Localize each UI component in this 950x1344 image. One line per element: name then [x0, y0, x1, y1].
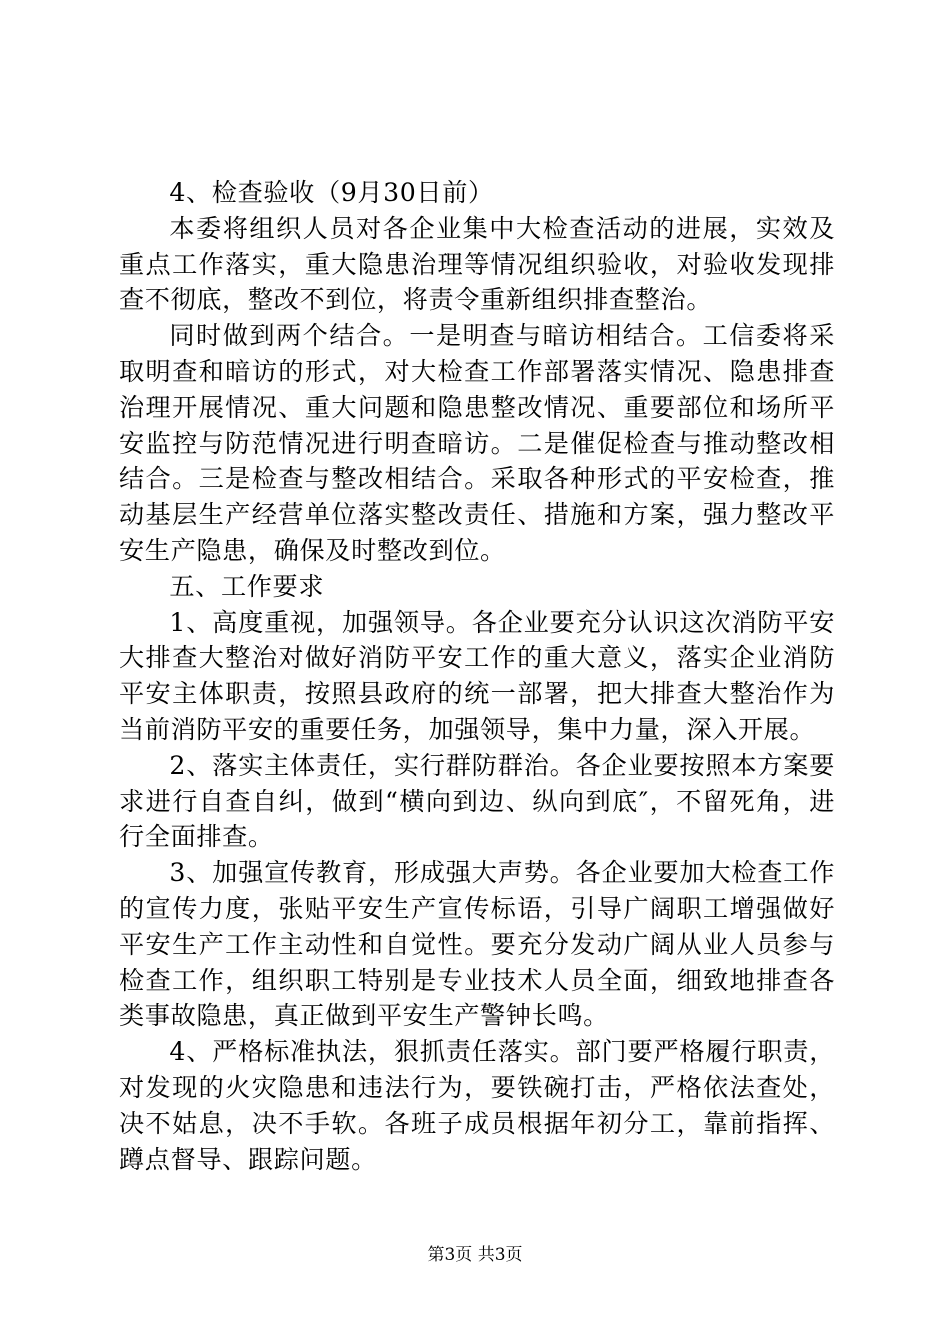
paragraph-requirement-4: 4、严格标准执法，狠抓责任落实。部门要严格履行职责，对发现的火灾隐患和违法行为，要铁碗打击，严格依法查处，决不姑息，决不手软。各班子成员根据年初分工，靠前指挥、蹲点督导、跟踪问题。: [119, 1037, 835, 1174]
document-body: [119, 175, 835, 1177]
paragraph-two-combinations: 同时做到两个结合。一是明查与暗访相结合。工信委将采取明查和暗访的形式，对大检查工作部署落实情况、隐患排查治理开展情况、重大问题和隐患整改情况、重要部位和场所平安监控与防范情况进行明查暗访。二是催促检查与推动整改相结合。三是检查与整改相结合。采取各种形式的平安检查，推动基层生产经营单位落实整改责任、措施和方案，强力整改平安生产隐患，确保及时整改到位。: [119, 321, 835, 565]
page-number-footer: 第3页 共3页: [427, 1245, 523, 1265]
paragraph-requirement-3: 3、加强宣传教育，形成强大声势。各企业要加大检查工作的宣传力度，张贴平安生产宣传标语，引导广阔职工增强做好平安生产工作主动性和自觉性。要充分发动广阔从业人员参与检查工作，组织职工特别是专业技术人员全面，细致地排查各类事故隐患，真正做到平安生产警钟长鸣。: [119, 858, 835, 1031]
paragraph-requirement-2: 2、落实主体责任，实行群防群治。各企业要按照本方案要求进行自查自纠，做到“横向到边、纵向到底″，不留死角，进行全面排查。: [119, 750, 835, 852]
paragraph-acceptance: 本委将组织人员对各企业集中大检查活动的进展，实效及重点工作落实，重大隐患治理等情况组织验收，对验收发现排查不彻底，整改不到位，将责令重新组织排查整治。: [119, 213, 835, 315]
section-heading-inspection: 4、检查验收（9月30日前）: [169, 178, 494, 207]
section-heading-requirements: 五、工作要求: [169, 571, 325, 601]
paragraph-requirement-1: 1、高度重视，加强领导。各企业要充分认识这次消防平安大排查大整治对做好消防平安工作的重大意义，落实企业消防平安主体职责，按照县政府的统一部署，把大排查大整治作为当前消防平安的重要任务，加强领导，集中力量，深入开展。: [119, 607, 835, 744]
